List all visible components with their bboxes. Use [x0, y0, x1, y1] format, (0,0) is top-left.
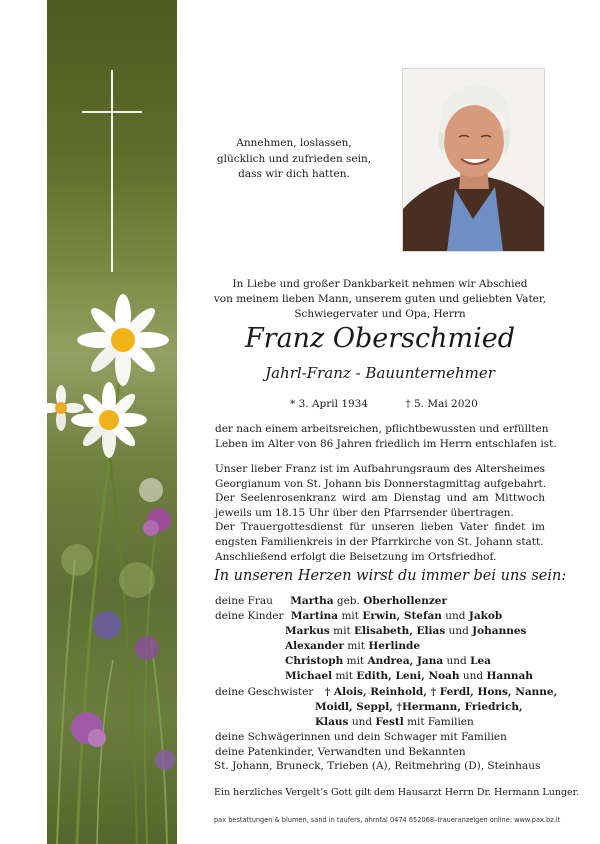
child-family: Lea — [470, 655, 491, 667]
arrangements-text — [215, 462, 545, 564]
body-line: Unser lieber Franz ist im Aufbahrungsraum des Altersheimes — [215, 463, 545, 475]
child-family: Jakob — [468, 610, 503, 622]
and-word: und — [448, 625, 469, 637]
with-word: mit — [333, 625, 351, 637]
with-word: mit — [347, 640, 365, 652]
family-label: deine Frau — [215, 595, 273, 607]
and-word: und — [446, 655, 467, 667]
intro-line: Schwiegervater und Opa, Herrn — [294, 308, 466, 320]
farewell-intro — [195, 277, 565, 322]
family-label: deine Kinder — [215, 610, 284, 622]
wife-name: Martha — [290, 595, 334, 607]
siblings-names: † Alois, Reinhold, † Ferdl, Hons, Nanne, — [324, 686, 558, 698]
family-row-children-5 — [285, 669, 533, 684]
family-row-children-3 — [285, 639, 420, 654]
intro-line: In Liebe und großer Dankbarkeit nehmen wir Abschied — [232, 278, 528, 290]
and-word: und — [445, 610, 466, 622]
passed-line: Leben im Alter von 86 Jahren friedlich im Herrn entschlafen ist. — [215, 438, 557, 450]
portrait-illustration — [403, 69, 544, 251]
family-row-inlaws: deine Schwägerinnen und dein Schwager mit Familien — [215, 731, 507, 743]
child-family: Johannes — [472, 625, 527, 637]
body-line: jeweils um 18.15 Uhr über den Pfarrsender übertragen. — [215, 506, 514, 519]
family-places: St. Johann, Bruneck, Trieben (A), Reitmehring (D), Steinhaus — [214, 760, 541, 772]
intro-line: von meinem lieben Mann, unserem guten und geliebten Vater, — [213, 293, 547, 305]
family-row-children-1 — [215, 609, 502, 624]
publisher-footer: pax bestattungen & blumen, sand in taufers, ahrntal 0474 652068–traueranzeigen online: www.pax.bz.it — [214, 816, 561, 824]
family-row-siblings-3 — [315, 715, 474, 730]
with-word: mit — [335, 670, 354, 682]
wife-maiden-name: Oberhollenzer — [363, 595, 448, 607]
body-line: Anschließend erfolgt die Beisetzung im Ortsfriedhof. — [215, 550, 497, 563]
deceased-nickname: Jahrl-Franz - Bauunternehmer — [265, 364, 495, 382]
and-word: und — [351, 716, 373, 728]
life-dates — [290, 398, 478, 410]
family-label: deine Geschwister — [215, 686, 314, 698]
child-family: Elisabeth, Elias — [354, 625, 446, 637]
child-name: Alexander — [285, 640, 345, 652]
siblings-names: Festl — [375, 716, 404, 728]
born-word: geb. — [336, 595, 360, 607]
family-row-children-2 — [285, 624, 526, 639]
body-line: Georgianum von St. Johann bis Donnerstagmittag aufgebahrt. — [215, 477, 547, 490]
body-line: Der Seelenrosenkranz wird am Dienstag und am Mittwoch — [215, 492, 545, 505]
child-family: Hannah — [486, 670, 533, 682]
and-word: und — [462, 670, 484, 682]
cross-vertical-bar — [111, 70, 113, 272]
cross-horizontal-bar — [82, 111, 142, 113]
thanks-note: Ein herzliches Vergelt’s Gott gilt dem Hausarzt Herrn Dr. Hermann Lunger. — [214, 787, 580, 798]
siblings-names: Klaus — [315, 716, 349, 728]
memorial-quote — [200, 136, 388, 183]
quote-line: glücklich und zufrieden sein, — [216, 152, 372, 165]
passed-line: der nach einem arbeitsreichen, pflichtbewussten und erfüllten — [215, 423, 549, 435]
siblings-names: Moidl, Seppl, †Hermann, Friedrich, — [315, 701, 523, 713]
quote-line: Annehmen, loslassen, — [236, 137, 352, 149]
family-row-wife — [215, 594, 447, 609]
child-family: Andrea, Jana — [367, 655, 444, 667]
hearts-heading: In unseren Herzen wirst du immer bei uns sein: — [214, 568, 567, 584]
with-word: mit — [341, 610, 360, 622]
body-line: engsten Familienkreis in der Pfarrkirche von St. Johann statt. — [215, 535, 544, 548]
deceased-name: Franz Oberschmied — [244, 323, 516, 354]
family-row-siblings-1 — [215, 685, 557, 700]
death-date: † 5. Mai 2020 — [405, 398, 478, 410]
child-name: Martina — [290, 610, 339, 622]
passed-text — [215, 422, 557, 452]
portrait-photo — [402, 68, 545, 252]
child-name: Markus — [285, 625, 330, 637]
quote-line: dass wir dich hatten. — [238, 168, 350, 180]
family-row-siblings-2 — [315, 700, 523, 715]
child-family: Erwin, Stefan — [362, 610, 442, 622]
with-word: mit — [346, 655, 365, 667]
child-family: Edith, Leni, Noah — [356, 670, 460, 682]
family-row-godchildren: deine Patenkinder, Verwandten und Bekannten — [215, 746, 466, 758]
child-name: Christoph — [285, 655, 344, 667]
birth-date: * 3. April 1934 — [290, 398, 369, 410]
with-families: mit Familien — [407, 716, 474, 728]
child-family: Herlinde — [368, 640, 421, 652]
family-row-children-4 — [285, 654, 491, 669]
child-name: Michael — [285, 670, 333, 682]
body-line: Der Trauergottesdienst für unseren lieben Vater findet im — [215, 521, 545, 534]
